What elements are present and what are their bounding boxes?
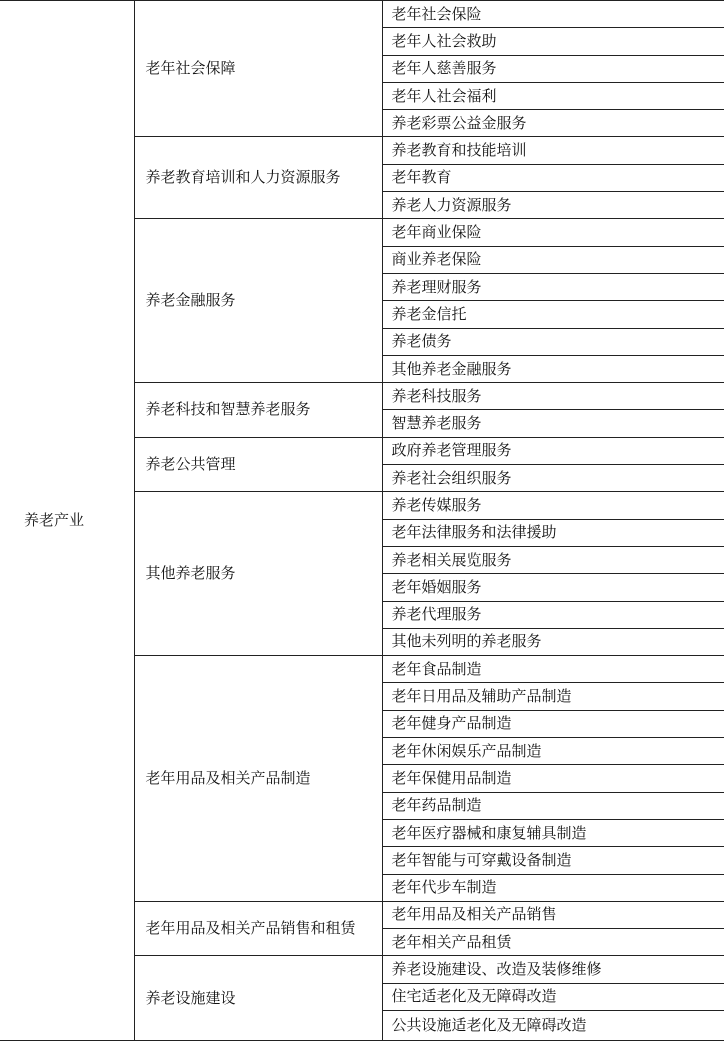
- item-cell: 老年教育: [382, 164, 724, 191]
- item-cell: 老年代步车制造: [382, 874, 724, 901]
- group-name-cell: 养老公共管理: [134, 437, 382, 492]
- item-cell: 其他养老金融服务: [382, 355, 724, 382]
- table-body: [0, 1, 724, 1041]
- group-name-cell: 养老科技和智慧养老服务: [134, 383, 382, 438]
- item-cell: 老年保健用品制造: [382, 765, 724, 792]
- group-name-cell: 养老教育培训和人力资源服务: [134, 137, 382, 219]
- item-cell: 养老理财服务: [382, 273, 724, 300]
- group-name-cell: 老年社会保障: [134, 1, 382, 137]
- item-cell: 公共设施适老化及无障碍改造: [382, 1010, 724, 1040]
- group-name-cell: 老年用品及相关产品销售和租赁: [134, 901, 382, 956]
- item-cell: 老年休闲娱乐产品制造: [382, 738, 724, 765]
- item-cell: 养老科技服务: [382, 383, 724, 410]
- category-cell: 养老产业: [0, 1, 134, 1041]
- group-name-cell: 老年用品及相关产品制造: [134, 656, 382, 902]
- item-cell: 老年人慈善服务: [382, 55, 724, 82]
- item-cell: 老年智能与可穿戴设备制造: [382, 847, 724, 874]
- item-cell: 商业养老保险: [382, 246, 724, 273]
- item-cell: 养老社会组织服务: [382, 465, 724, 492]
- item-cell: 老年法律服务和法律援助: [382, 519, 724, 546]
- item-cell: 其他未列明的养老服务: [382, 628, 724, 655]
- item-cell: 养老相关展览服务: [382, 546, 724, 573]
- item-cell: 老年用品及相关产品销售: [382, 901, 724, 928]
- item-cell: 老年日用品及辅助产品制造: [382, 683, 724, 710]
- group-name-cell: 养老金融服务: [134, 219, 382, 383]
- item-cell: 住宅适老化及无障碍改造: [382, 983, 724, 1010]
- item-cell: 养老传媒服务: [382, 492, 724, 519]
- item-cell: 老年食品制造: [382, 656, 724, 683]
- item-cell: 老年商业保险: [382, 219, 724, 246]
- item-cell: 老年人社会福利: [382, 82, 724, 109]
- item-cell: 养老设施建设、改造及装修维修: [382, 956, 724, 983]
- item-cell: 政府养老管理服务: [382, 437, 724, 464]
- item-cell: 老年医疗器械和康复辅具制造: [382, 819, 724, 846]
- item-cell: 养老金信托: [382, 301, 724, 328]
- item-cell: 老年药品制造: [382, 792, 724, 819]
- group-name-cell: 养老设施建设: [134, 956, 382, 1041]
- item-cell: 养老彩票公益金服务: [382, 110, 724, 137]
- table-row: [0, 1, 724, 28]
- group-name-cell: 其他养老服务: [134, 492, 382, 656]
- item-cell: 老年婚姻服务: [382, 574, 724, 601]
- item-cell: 养老债务: [382, 328, 724, 355]
- item-cell: 养老教育和技能培训: [382, 137, 724, 164]
- item-cell: 老年人社会救助: [382, 28, 724, 55]
- item-cell: 养老代理服务: [382, 601, 724, 628]
- item-cell: 智慧养老服务: [382, 410, 724, 437]
- item-cell: 老年社会保险: [382, 1, 724, 28]
- item-cell: 养老人力资源服务: [382, 192, 724, 219]
- item-cell: 老年健身产品制造: [382, 710, 724, 737]
- item-cell: 老年相关产品租赁: [382, 929, 724, 956]
